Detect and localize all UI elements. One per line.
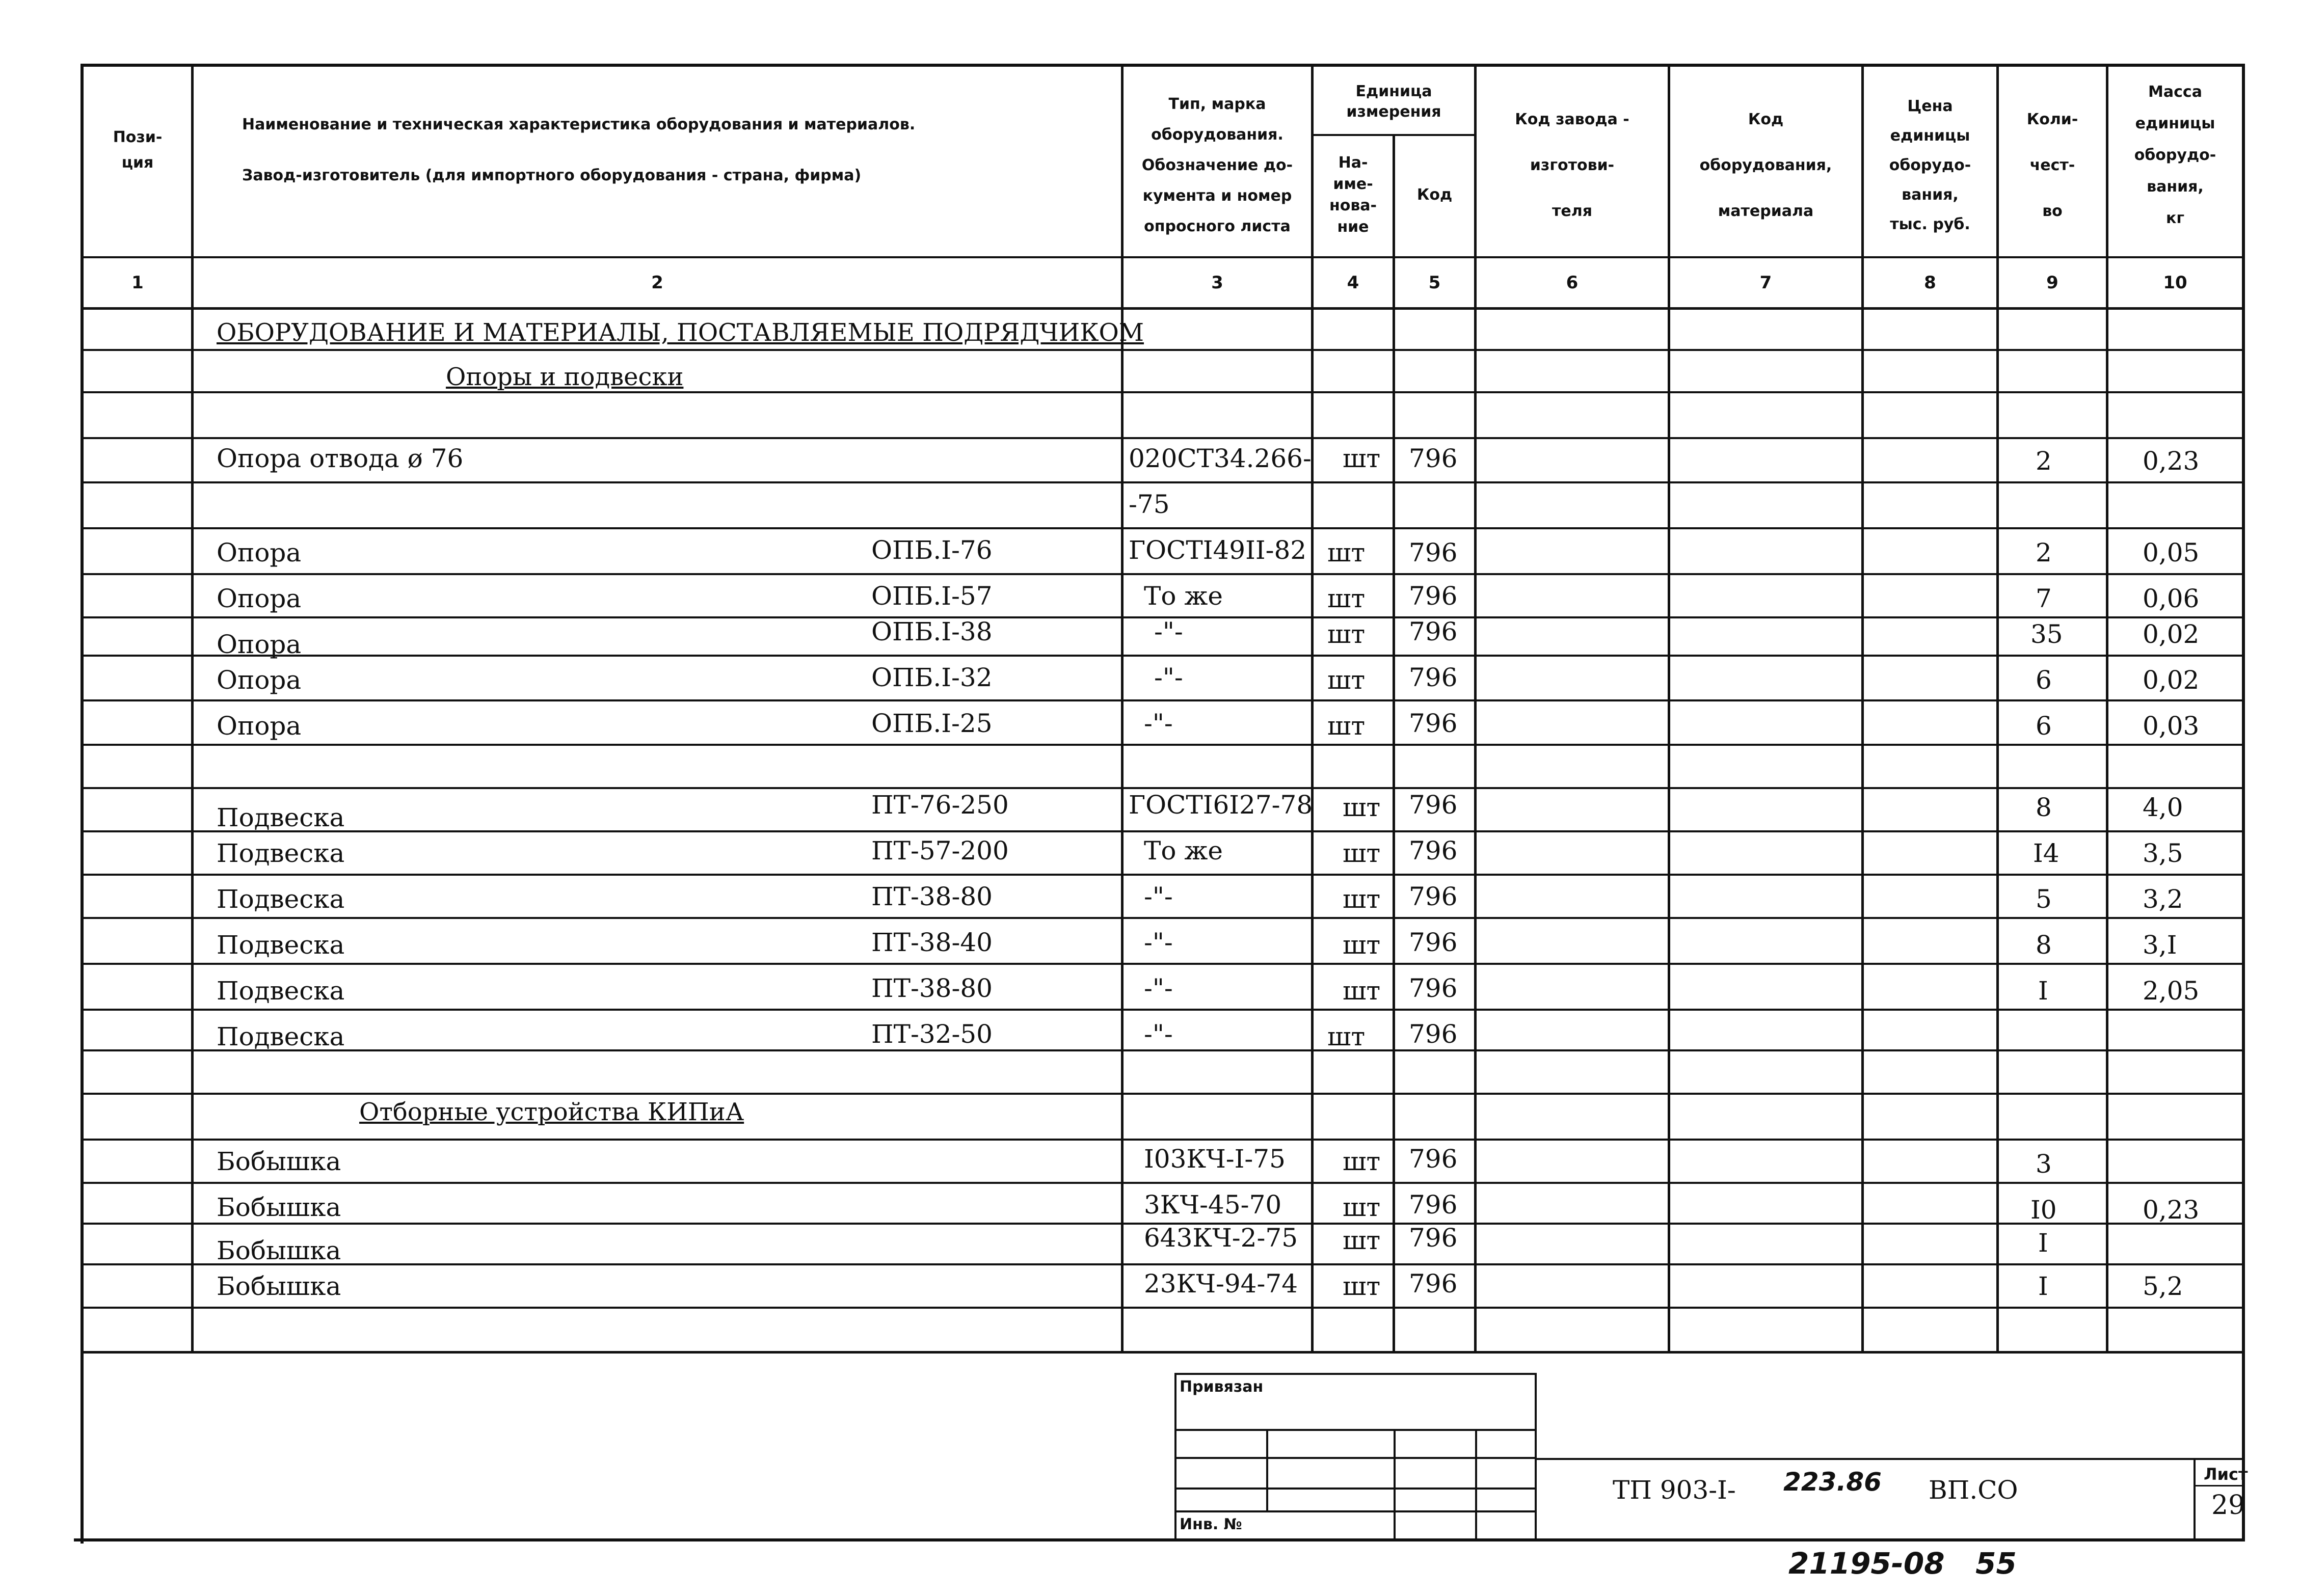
column-number: 7 — [1759, 273, 1772, 293]
row-name: Опора — [217, 665, 302, 695]
row-mass: 0,02 — [2143, 665, 2200, 695]
stamp-row-line — [1174, 1429, 1536, 1431]
row-unit: шт — [1343, 930, 1381, 960]
row-doc: ГОСТI49II-82 — [1129, 535, 1307, 565]
row-mass: 2,05 — [2143, 976, 2200, 1006]
header-unit-group: Единица измерения — [1346, 83, 1441, 121]
row-name: Бобышка — [217, 1272, 341, 1301]
row-doc: То же — [1144, 581, 1223, 611]
row-mark: ПТ-38-80 — [871, 973, 993, 1003]
row-name: Подвеска — [217, 803, 345, 832]
row-qty: 3 — [2036, 1149, 2052, 1179]
row-doc: -"- — [1154, 617, 1183, 646]
row-code: 796 — [1409, 1144, 1458, 1174]
stamp-col-line — [1266, 1429, 1268, 1510]
row-qty: I — [2038, 1228, 2048, 1258]
row-mass: 4,0 — [2143, 793, 2183, 822]
row-mark: ОПБ.I-25 — [871, 709, 993, 738]
row-doc: 643КЧ-2-75 — [1144, 1223, 1298, 1253]
column-number: 9 — [2046, 273, 2058, 293]
row-code: 796 — [1409, 928, 1458, 957]
frame-bottom — [74, 1538, 2245, 1541]
row-unit: шт — [1327, 619, 1366, 649]
row-code: 796 — [1409, 1019, 1458, 1049]
row-line — [82, 655, 2245, 657]
row-name: Бобышка — [217, 1236, 341, 1265]
section-title-main: ОБОРУДОВАНИЕ И МАТЕРИАЛЫ, ПОСТАВЛЯЕМЫЕ ПОДРЯДЧИКОМ — [217, 318, 1144, 347]
row-mass: 0,23 — [2143, 1195, 2200, 1225]
header-unit-code: Код — [1416, 185, 1453, 204]
row-mark: ПТ-76-250 — [871, 790, 1009, 820]
row-name: Подвеска — [217, 1022, 345, 1051]
row-name: Опора отвода ø 76 — [217, 444, 464, 473]
column-number: 4 — [1347, 273, 1359, 293]
header-unit-price: Цена единицы оборудо- вания, тыс. руб. — [1889, 97, 1971, 233]
row-qty: 6 — [2036, 665, 2052, 695]
row-doc: 3КЧ-45-70 — [1144, 1190, 1282, 1220]
column-number: 3 — [1211, 273, 1223, 293]
row-doc: -"- — [1144, 709, 1173, 738]
stamp-privyazan-label: Привязан — [1180, 1378, 1264, 1396]
stamp-top-border — [1174, 1373, 1536, 1375]
row-mark: ОПБ.I-57 — [871, 581, 993, 611]
sheet-label: Лист — [2204, 1465, 2248, 1484]
row-name: Опора — [217, 584, 302, 613]
row-line — [82, 1009, 2245, 1011]
row-mass: 3,5 — [2143, 838, 2183, 868]
row-code: 796 — [1409, 1190, 1458, 1220]
row-mark: ПТ-38-80 — [871, 882, 993, 911]
row-mark: ПТ-32-50 — [871, 1019, 993, 1049]
stamp-row-line — [1174, 1457, 1536, 1459]
row-code: 796 — [1409, 617, 1458, 646]
header-equipment-code: Код оборудования, материала — [1699, 111, 1832, 220]
row-unit: шт — [1327, 1022, 1366, 1051]
row-mass: 5,2 — [2143, 1272, 2183, 1301]
sheet-box-left — [2194, 1458, 2196, 1539]
row-line — [82, 1263, 2245, 1265]
row-unit: шт — [1343, 1226, 1381, 1255]
row-mark: ПТ-38-40 — [871, 928, 993, 957]
section-title-kip: Отборные устройства КИПиА — [359, 1098, 744, 1126]
row-qty: I — [2038, 1272, 2048, 1301]
document-code-prefix: ТП 903-I- — [1613, 1475, 1736, 1505]
row-line — [82, 527, 2245, 529]
row-qty: 35 — [2030, 619, 2063, 649]
row-doc: -"- — [1144, 1019, 1173, 1049]
row-mark: ОПБ.I-76 — [871, 535, 993, 565]
row-mass: 0,23 — [2143, 446, 2200, 476]
row-line — [82, 349, 2245, 351]
row-doc: 020СТ34.266- — [1129, 444, 1312, 473]
row-qty: I0 — [2030, 1195, 2057, 1225]
row-doc: -"- — [1154, 663, 1183, 692]
row-mass: 0,02 — [2143, 619, 2200, 649]
row-mass: 3,I — [2143, 930, 2177, 960]
row-mass: 0,03 — [2143, 711, 2200, 741]
title-block-top — [1536, 1458, 2245, 1460]
row-qty: 8 — [2036, 793, 2052, 822]
column-number: 8 — [1924, 273, 1936, 293]
row-name: Подвеска — [217, 884, 345, 914]
column-number: 1 — [131, 273, 144, 293]
row-unit: шт — [1343, 793, 1381, 822]
header-plant-code: Код завода - изготови- теля — [1515, 111, 1629, 220]
column-number: 2 — [651, 273, 663, 293]
row-unit: шт — [1343, 1272, 1381, 1301]
frame-top — [82, 64, 2245, 67]
row-line — [82, 1182, 2245, 1184]
col-line-4 — [1393, 134, 1395, 1352]
row-code: 796 — [1409, 1269, 1458, 1299]
row-code: 796 — [1409, 663, 1458, 692]
row-code: 796 — [1409, 882, 1458, 911]
row-code: 796 — [1409, 1223, 1458, 1253]
row-unit: шт — [1343, 838, 1381, 868]
row-line — [82, 1049, 2245, 1051]
stamp-col-line — [1394, 1429, 1396, 1541]
row-name: Бобышка — [217, 1147, 341, 1176]
row-unit: шт — [1327, 665, 1366, 695]
row-code: 796 — [1409, 444, 1458, 473]
row-line — [82, 787, 2245, 789]
row-name: Подвеска — [217, 930, 345, 960]
row-name: Подвеска — [217, 976, 345, 1006]
row-line — [82, 917, 2245, 919]
header-unit-name: На- име- нова- ние — [1329, 153, 1377, 236]
row-line — [82, 391, 2245, 393]
header-position: Пози- ция — [113, 128, 163, 172]
sheet-number: 29 — [2211, 1490, 2245, 1521]
sheet-box-divider — [2194, 1485, 2244, 1486]
row-mass: 3,2 — [2143, 884, 2183, 914]
row-doc: -75 — [1129, 490, 1170, 519]
document-suffix: ВП.СО — [1929, 1475, 2018, 1505]
row-name: Опора — [217, 711, 302, 741]
row-line — [82, 481, 2245, 483]
row-code: 796 — [1409, 836, 1458, 865]
row-line — [82, 573, 2245, 575]
header-name-line2: Завод-изготовитель (для импортного оборудования - страна, фирма) — [242, 167, 862, 184]
column-number: 10 — [2163, 273, 2187, 293]
row-doc: -"- — [1144, 973, 1173, 1003]
column-number: 5 — [1428, 273, 1441, 293]
row-qty: 5 — [2036, 884, 2052, 914]
row-mark: ОПБ.I-32 — [871, 663, 993, 692]
row-code: 796 — [1409, 709, 1458, 738]
stamp-row-line — [1174, 1510, 1536, 1512]
row-unit: шт — [1327, 584, 1366, 613]
row-mass: 0,06 — [2143, 584, 2200, 613]
row-qty: I — [2038, 976, 2048, 1006]
stamp-row-line — [1174, 1487, 1536, 1490]
header-unit-mass: Масса единицы оборудо- вания, кг — [2134, 83, 2216, 227]
frame-left — [81, 64, 84, 1544]
row-unit: шт — [1327, 538, 1366, 567]
frame-right — [2242, 64, 2245, 1541]
row-doc: 23КЧ-94-74 — [1144, 1269, 1298, 1299]
row-code: 796 — [1409, 538, 1458, 567]
row-name: Опора — [217, 630, 302, 659]
row-line — [82, 1307, 2245, 1309]
row-unit: шт — [1343, 884, 1381, 914]
row-doc: То же — [1144, 836, 1223, 865]
row-name: Подвеска — [217, 838, 345, 868]
row-qty: 2 — [2036, 446, 2052, 476]
row-qty: 8 — [2036, 930, 2052, 960]
row-qty: I4 — [2033, 838, 2060, 868]
row-unit: шт — [1343, 1147, 1381, 1176]
row-doc: I03КЧ-I-75 — [1144, 1144, 1286, 1174]
row-mark: ОПБ.I-38 — [871, 617, 993, 646]
row-line — [82, 1093, 2245, 1095]
row-mass: 0,05 — [2143, 538, 2200, 567]
column-number: 6 — [1566, 273, 1579, 293]
row-code: 796 — [1409, 581, 1458, 611]
row-unit: шт — [1343, 1193, 1381, 1222]
archive-number: 21195-08 55 — [1788, 1546, 2017, 1581]
row-qty: 2 — [2036, 538, 2052, 567]
row-line — [82, 874, 2245, 876]
row-line — [82, 744, 2245, 746]
row-code: 796 — [1409, 973, 1458, 1003]
row-line — [82, 699, 2245, 701]
row-doc: -"- — [1144, 882, 1173, 911]
row-line — [82, 1139, 2245, 1141]
row-mark: ПТ-57-200 — [871, 836, 1009, 865]
table-bottom-line — [82, 1351, 2245, 1354]
row-code: 796 — [1409, 790, 1458, 820]
row-line — [82, 830, 2245, 832]
stamp-inv-label: Инв. № — [1180, 1516, 1242, 1533]
stamp-col-line — [1475, 1429, 1477, 1541]
row-qty: 6 — [2036, 711, 2052, 741]
row-unit: шт — [1343, 976, 1381, 1006]
row-unit: шт — [1327, 711, 1366, 741]
header-name-line1: Наименование и техническая характеристика оборудования и материалов. — [242, 116, 916, 133]
row-doc: -"- — [1144, 928, 1173, 957]
row-qty: 7 — [2036, 584, 2052, 613]
row-line — [82, 963, 2245, 965]
row-name: Опора — [217, 538, 302, 567]
row-name: Бобышка — [217, 1193, 341, 1222]
header-type-mark: Тип, марка оборудования. Обозначение до- кумента и номер опросного листа — [1141, 95, 1293, 235]
row-doc: ГОСТI6I27-78 — [1129, 790, 1313, 820]
row-unit: шт — [1343, 444, 1381, 473]
header-quantity: Коли- чест- во — [2026, 111, 2078, 220]
row-line — [82, 437, 2245, 439]
section-title-supports: Опоры и подвески — [446, 363, 684, 391]
document-code-handwritten: 223.86 — [1783, 1467, 1882, 1497]
